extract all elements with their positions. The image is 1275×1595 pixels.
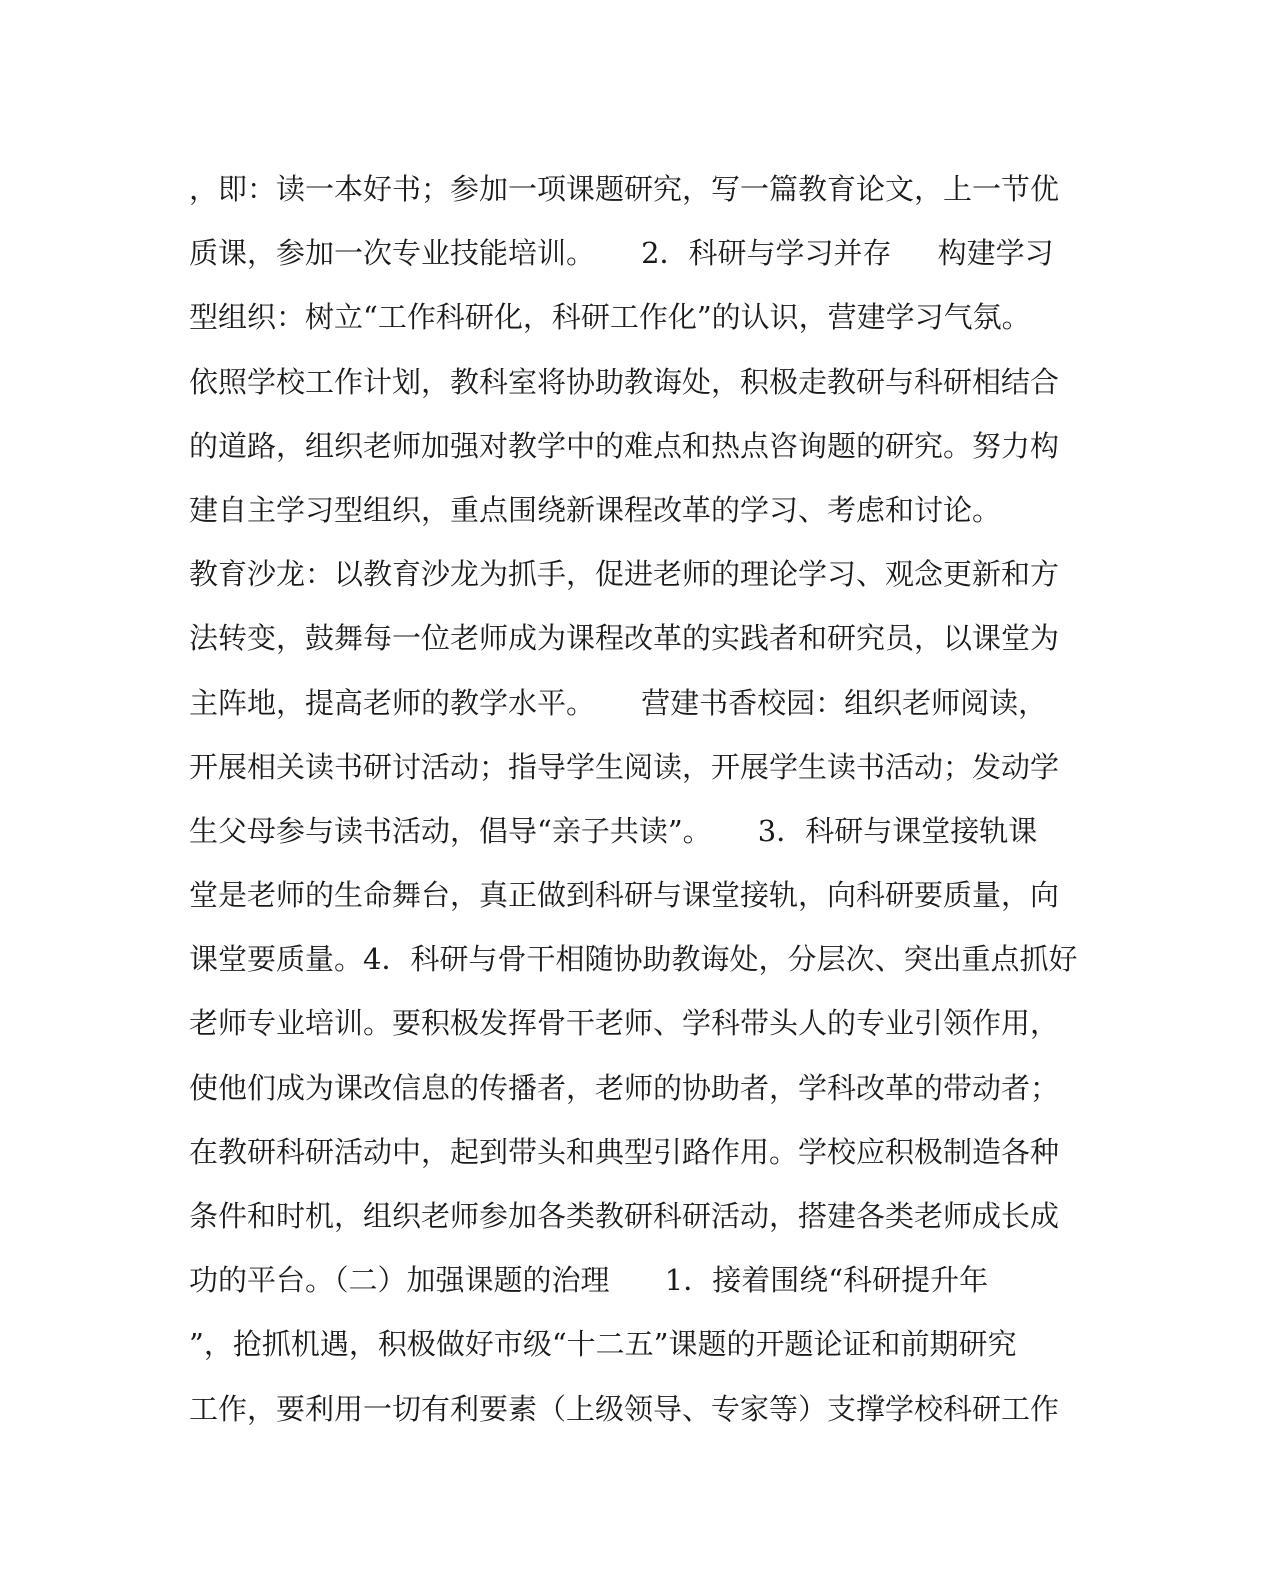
text-line-9: 主阵地，提高老师的教学水平。 营建书香校园：组织老师阅读，	[189, 685, 1048, 720]
text-line-6: 建自主学习型组织，重点围绕新课程改革的学习、考虑和讨论。	[189, 492, 1002, 527]
text-line-11: 生父母参与读书活动，倡导“亲子共读”。 3．科研与课堂接轨课	[189, 813, 1038, 848]
text-line-7: 教育沙龙：以教育沙龙为抓手，促进老师的理论学习、观念更新和方	[189, 557, 1060, 592]
text-line-3: 型组织：树立“工作科研化，科研工作化”的认识，营建学习气氛。	[189, 300, 1031, 335]
text-line-5: 的道路，组织老师加强对教学中的难点和热点咨询题的研究。努力构	[189, 428, 1060, 463]
text-line-15: 使他们成为课改信息的传播者，老师的协助者，学科改革的带动者；	[189, 1070, 1060, 1105]
text-line-10: 开展相关读书研讨活动；指导学生阅读，开展学生读书活动；发动学	[189, 749, 1060, 784]
text-line-20: 工作，要利用一切有利要素（上级领导、专家等）支撑学校科研工作	[189, 1391, 1060, 1426]
text-line-16: 在教研科研活动中，起到带头和典型引路作用。学校应积极制造各种	[189, 1134, 1060, 1169]
text-line-4: 依照学校工作计划，教科室将协助教诲处，积极走教研与科研相结合	[189, 364, 1060, 399]
text-line-13: 课堂要质量。4．科研与骨干相随协助教诲处，分层次、突出重点抓好	[189, 942, 1078, 977]
text-line-2: 质课，参加一次专业技能培训。 2．科研与学习并存 构建学习	[189, 236, 1054, 271]
text-line-8: 法转变，鼓舞每一位老师成为课程改革的实践者和研究员，以课堂为	[189, 621, 1060, 656]
text-line-12: 堂是老师的生命舞台，真正做到科研与课堂接轨，向科研要质量，向	[189, 878, 1060, 913]
text-line-17: 条件和时机，组织老师参加各类教研科研活动，搭建各类老师成长成	[189, 1199, 1060, 1233]
text-line-14: 老师专业培训。要积极发挥骨干老师、学科带头人的专业引领作用，	[189, 1006, 1060, 1041]
text-line-18: 功的平台。（二）加强课题的治理 1．接着围绕“科研提升年	[189, 1263, 989, 1298]
text-line-19: ”，抢抓机遇，积极做好市级“十二五”课题的开题论证和前期研究	[189, 1327, 1017, 1362]
body-text	[189, 157, 1089, 1441]
text-line-1: ，即：读一本好书；参加一项课题研究，写一篇教育论文，上一节优	[189, 172, 1060, 206]
